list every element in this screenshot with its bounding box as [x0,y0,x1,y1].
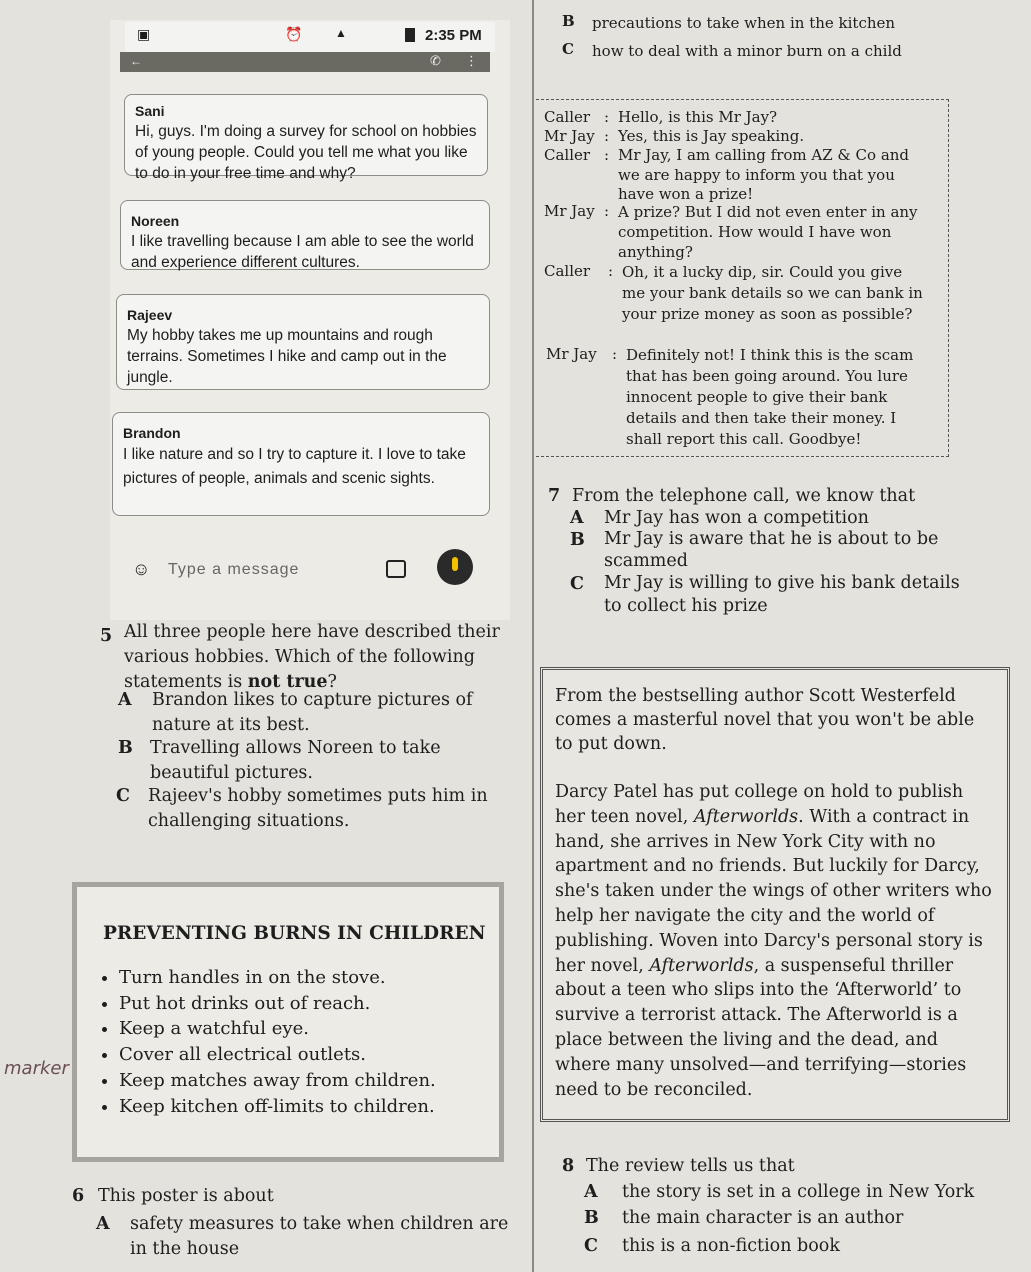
speaker-label: Mr Jay [544,127,595,145]
poster-list [87,965,499,1119]
option-letter: A [584,1182,598,1202]
notification-icon: ▣ [137,26,151,42]
option-text: Travelling allows Noreen to take beautiful pictures. [150,738,441,783]
speaker-label: Mr Jay [546,345,597,363]
message-input[interactable]: Type a message [168,561,300,578]
question-stem: From the telephone call, we know that [572,486,916,506]
sender-name: Brandon [123,425,181,441]
review-intro: From the bestselling author Scott Westerfeld comes a masterful novel that you won't be able to put down. [555,686,975,754]
option-text: this is a non-fiction book [622,1236,840,1256]
review-body: Darcy Patel has put college on hold to publish her teen novel, Afterworlds. With a contract in hand, she arrives in New York City with no apartment and no friends. But luckily for Darcy, she's taken under the wings of other writers who help her navigate the city and the world of publishing. Woven into Darcy's personal story is her novel, Afterworlds, a suspenseful thriller about a teen who slips into the ‘Afterworld’ to survive a terrorist attack. The Afterworld is a place between the living and the dead, and where many unsolved—and terrifying—stories need to be reconciled. [555,782,992,1100]
sender-name: Sani [135,103,165,119]
camera-icon[interactable] [386,560,406,578]
dialogue-line: Hello, is this Mr Jay? [618,108,778,126]
alarm-icon: ⏰ [285,26,303,42]
emoji-icon[interactable]: ☺ [132,559,151,579]
call-icon[interactable]: ✆ [430,53,441,68]
burn-prevention-poster [72,882,504,1162]
dialogue-line: Oh, it a lucky dip, sir. Could you give me your bank details so we can bank in your prize money as soon as possible? [622,263,923,323]
option-letter: C [584,1236,598,1256]
option-text: precautions to take when in the kitchen [592,14,896,32]
handwritten-note: marker [4,1058,69,1079]
poster-item: • Keep matches away from children. [119,1068,499,1094]
sender-name: Rajeev [127,307,173,323]
option-letter: B [562,12,575,30]
option-text: how to deal with a minor burn on a child [592,42,902,60]
option-letter: A [96,1214,110,1234]
column-divider [532,0,534,1272]
speaker-label: Caller [544,262,591,280]
status-time: 2:35 PM [425,27,482,44]
option-letter: B [118,738,133,758]
question-number: 7 [548,486,561,506]
poster-item: • Keep a watchful eye. [119,1016,499,1042]
option-text: Mr Jay has won a competition [604,508,869,528]
chat-bubble-noreen [120,200,490,270]
mic-icon [452,557,458,571]
question-stem: The review tells us that [586,1156,795,1176]
option-letter: A [570,508,584,528]
dialogue-line: Yes, this is Jay speaking. [618,127,805,145]
question-number: 8 [562,1156,575,1176]
menu-icon[interactable]: ⋮ [465,53,478,68]
option-letter: C [562,40,574,58]
poster-item: • Keep kitchen off-limits to children. [119,1094,499,1120]
message-text: My hobby takes me up mountains and rough terrains. Sometimes I hike and camp out in the jungle. [127,327,447,386]
sender-name: Noreen [131,213,180,229]
option-letter: B [570,530,585,550]
option-text: the story is set in a college in New York [622,1182,975,1202]
dialogue-line: Definitely not! I think this is the scam that has been going around. You lure innocent people to give their bank details and then take their money. I shall report this call. Goodbye! [626,346,914,448]
option-letter: B [584,1208,599,1228]
speaker-label: Caller [544,108,591,126]
signal-icon: ▲ [335,26,347,40]
chat-app-bar [120,52,490,72]
question-number: 6 [72,1186,85,1206]
message-text: Hi, guys. I'm doing a survey for school on hobbies of young people. Could you tell me what you like to do in your free time and why? [135,123,477,182]
question-stem: This poster is about [98,1186,274,1206]
option-letter: C [116,786,130,806]
battery-icon [405,28,415,42]
poster-item: • Put hot drinks out of reach. [119,991,499,1017]
chat-bubble-sani [124,94,488,182]
back-arrow-icon[interactable]: ← [130,54,142,68]
chat-bubble-rajeev [116,294,490,390]
mic-button[interactable] [437,549,473,585]
poster-title: PREVENTING BURNS IN CHILDREN [103,923,486,944]
chat-bubble-brandon [112,412,490,516]
option-text: Brandon likes to capture pictures of nature at its best. [152,690,473,735]
option-text: Rajeev's hobby sometimes puts him in challenging situations. [148,786,488,831]
option-text: safety measures to take when children are in the house [130,1214,509,1259]
option-text: Mr Jay is aware that he is about to be scammed [604,529,939,571]
question-number: 5 [100,626,113,646]
speaker-label: Mr Jay [544,202,595,220]
message-text: I like nature and so I try to capture it. I love to take pictures of people, animals and scenic sights. [123,446,466,487]
option-text: Mr Jay is willing to give his bank details to collect his prize [604,573,960,616]
dialogue-line: Mr Jay, I am calling from AZ & Co and we are happy to inform you that you have won a prize! [618,146,910,203]
dialogue-line: A prize? But I did not even enter in any competition. How would I have won anything? [618,203,918,261]
option-text: the main character is an author [622,1208,904,1228]
message-text: I like travelling because I am able to see the world and experience different cultures. [131,233,474,271]
poster-item: • Turn handles in on the stove. [119,965,499,991]
question-stem: All three people here have described their various hobbies. Which of the following statements is not true? [124,622,500,692]
poster-item: • Cover all electrical outlets. [119,1042,499,1068]
speaker-label: Caller [544,146,591,164]
option-letter: C [570,574,584,594]
option-letter: A [118,690,132,710]
book-review [540,667,1010,1122]
